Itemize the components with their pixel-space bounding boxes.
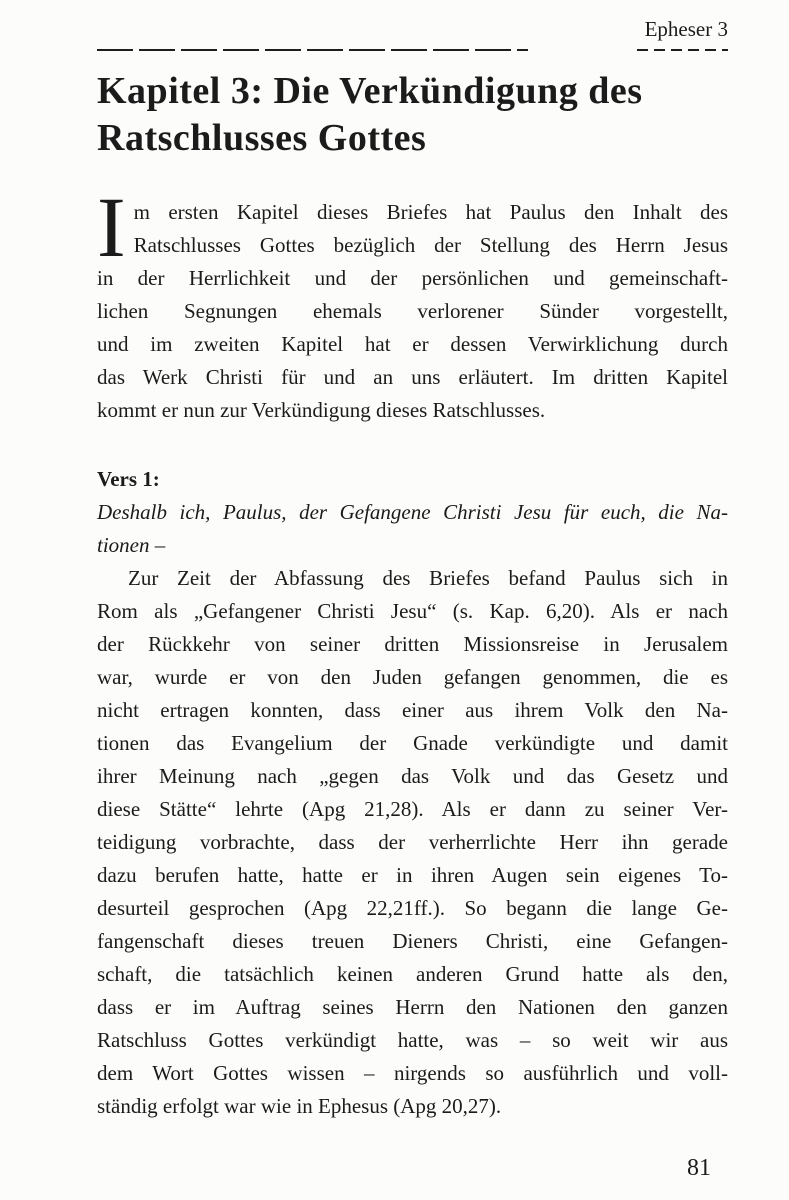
- page-number: 81: [687, 1155, 711, 1181]
- header-rule-right-segment: [637, 49, 728, 51]
- text-line: Deshalb ich, Paulus, der Gefangene Christi Jesu für euch, die Na-: [97, 500, 728, 524]
- text-line: schaft, die tatsächlich keinen anderen Grund hatte als den,: [97, 962, 728, 986]
- text-line: diese Stätte“ lehrte (Apg 21,28). Als er dann zu seiner Ver-: [97, 797, 728, 821]
- header-rule: [97, 49, 728, 51]
- text-line: dem Wort Gottes wissen – nirgends so ausführlich und voll-: [97, 1061, 728, 1085]
- text-line: dass er im Auftrag seines Herrn den Nationen den ganzen: [97, 995, 728, 1019]
- text-line: lichen Segnungen ehemals verlorener Sünder vorgestellt,: [97, 299, 728, 323]
- text-line: in der Herrlichkeit und der persönlichen und gemeinschaft-: [97, 266, 728, 290]
- text-line: Ratschlusses Gottes: [97, 117, 427, 159]
- text-line: Ratschlusses Gottes bezüglich der Stellung des Herrn Jesus: [133, 233, 728, 257]
- text-line: ihrer Meinung nach „gegen das Volk und das Gesetz und: [97, 764, 728, 788]
- running-header: Epheser 3: [644, 17, 728, 41]
- text-line: der Rückkehr von seiner dritten Missionsreise in Jerusalem: [97, 632, 728, 656]
- intro-paragraph-lines: [97, 179, 728, 427]
- verse-commentary: [97, 562, 728, 1123]
- verse-heading: Vers 1:: [97, 467, 160, 491]
- text-line: das Werk Christi für und an uns erläutert. Im dritten Kapitel: [97, 365, 728, 389]
- text-line: und im zweiten Kapitel hat er dessen Verwirklichung durch: [97, 332, 728, 356]
- text-line: Ratschluss Gottes verkündigt hatte, was – so weit wir aus: [97, 1028, 728, 1052]
- header-rule-gap: [528, 49, 637, 51]
- text-line: war, wurde er von den Juden gefangen genommen, die es: [97, 665, 728, 689]
- text-line: tionen –: [97, 533, 166, 557]
- chapter-title: [97, 68, 728, 162]
- text-line: tionen das Evangelium der Gnade verkündigte und damit: [97, 731, 728, 755]
- text-line: ständig erfolgt war wie in Ephesus (Apg 20,27).: [97, 1094, 502, 1118]
- text-line: desurteil gesprochen (Apg 22,21ff.). So begann die lange Ge-: [97, 896, 728, 920]
- text-line: m ersten Kapitel dieses Briefes hat Paulus den Inhalt des: [133, 200, 728, 224]
- text-line: Kapitel 3: Die Verkündigung des: [97, 70, 643, 112]
- text-line: nicht ertragen konnten, dass einer aus ihrem Volk den Na-: [97, 698, 728, 722]
- text-line: teidigung vorbrachte, dass der verherrlichte Herr ihn gerade: [97, 830, 728, 854]
- text-line: kommt er nun zur Verkündigung dieses Ratschlusses.: [97, 398, 546, 422]
- text-line: Zur Zeit der Abfassung des Briefes befand Paulus sich in: [128, 566, 728, 590]
- dropcap-initial: I: [97, 179, 126, 275]
- intro-paragraph: [97, 179, 728, 427]
- text-line: fangenschaft dieses treuen Dieners Christi, eine Gefangen-: [97, 929, 728, 953]
- verse-quote: [97, 496, 728, 562]
- header-rule-left-segment: [97, 49, 528, 51]
- text-line: Rom als „Gefangener Christi Jesu“ (s. Kap. 6,20). Als er nach: [97, 599, 728, 623]
- text-line: dazu berufen hatte, hatte er in ihren Augen sein eigenes To-: [97, 863, 728, 887]
